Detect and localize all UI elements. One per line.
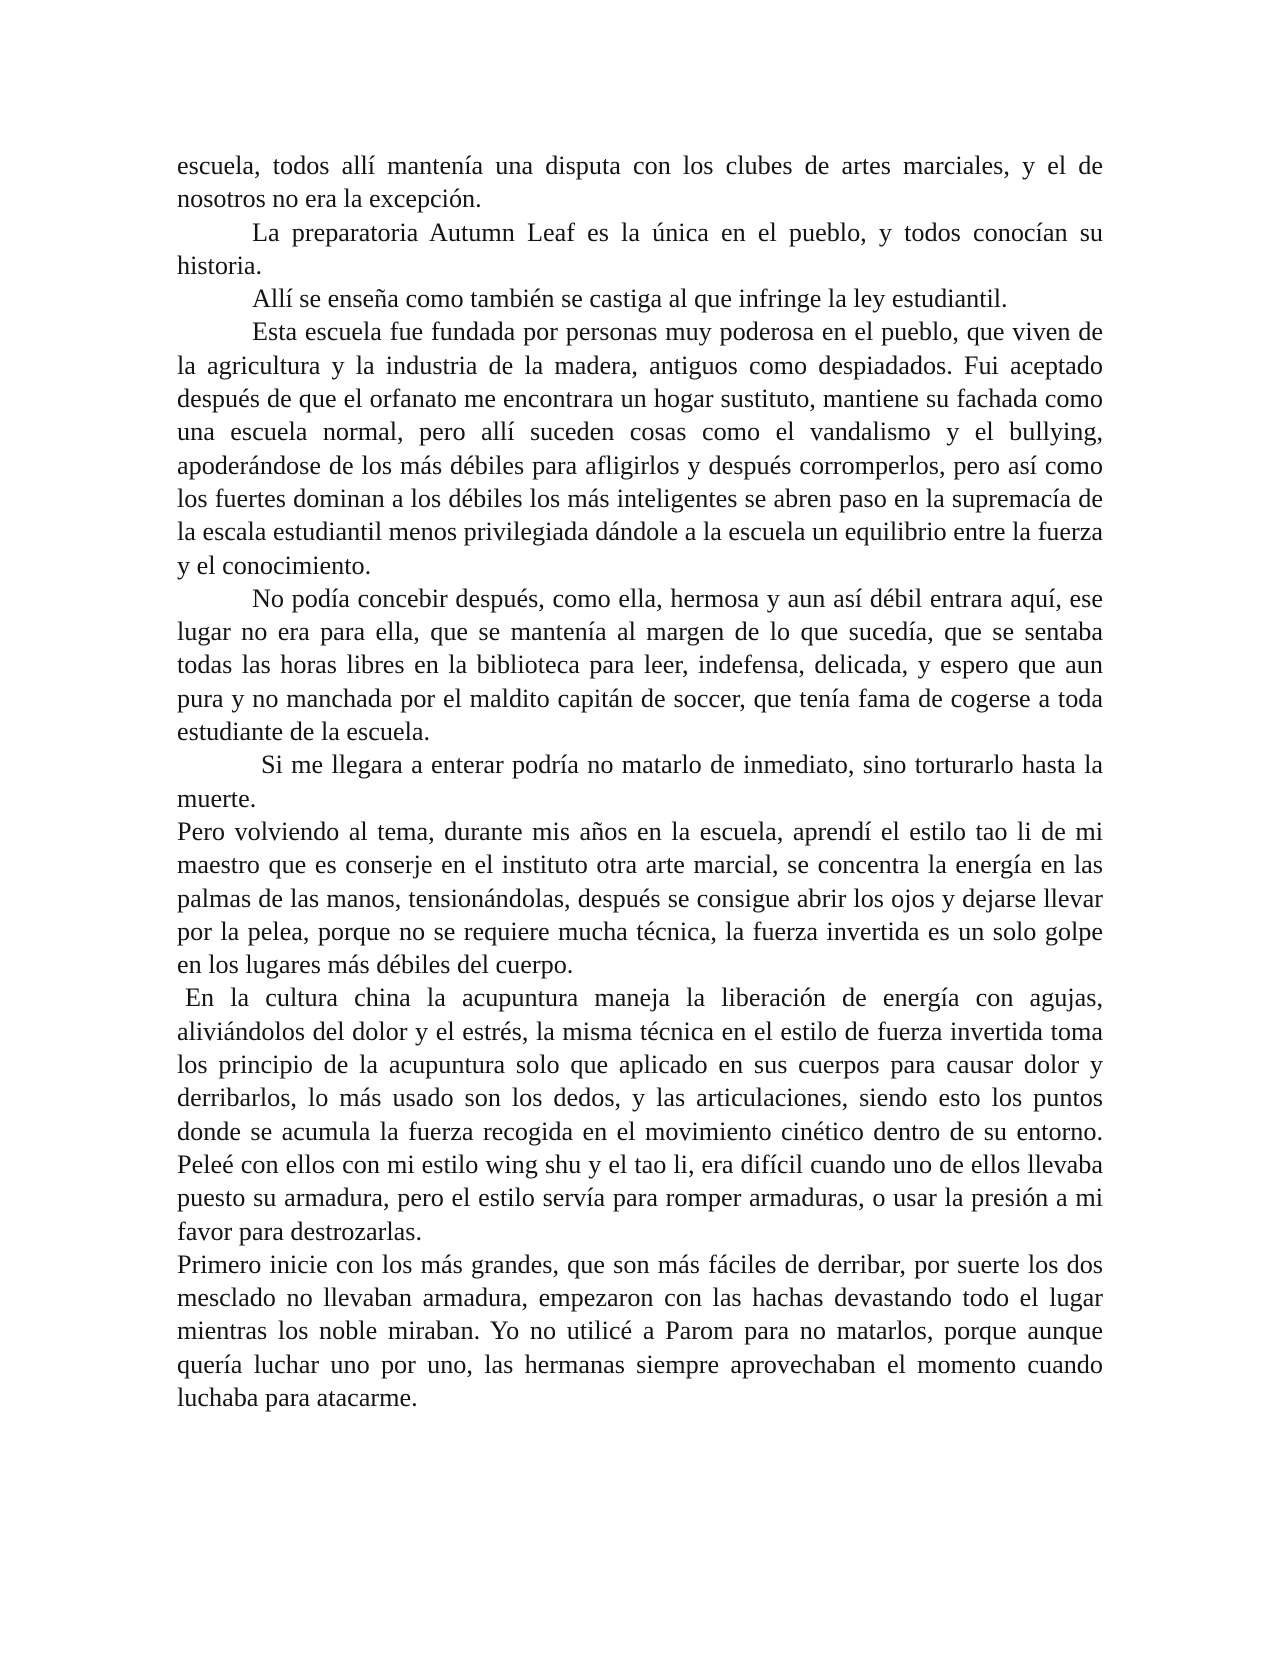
paragraph-8: En la cultura china la acupuntura maneja la liberación de energía con agujas, aliviándolos del dolor y el estrés, la misma técnica en el estilo de fuerza invertida toma los principio de la acupuntura solo que aplicado en sus cuerpos para causar dolor y derribarlos, lo más usado son los dedos, y las articulaciones, siendo esto los puntos donde se acumula la fuerza recogida en el movimiento cinético dentro de su entorno. Peleé con ellos con mi estilo wing shu y el tao li, era difícil cuando uno de ellos llevaba puesto su armadura, pero el estilo servía para romper armaduras, o usar la presión a mi favor para destrozarlas. [177,983,1103,1246]
paragraph-4: Esta escuela fue fundada por personas muy poderosa en el pueblo, que viven de la agricultura y la industria de la madera, antiguos como despiadados. Fui aceptado después de que el orfanato me encontrara un hogar sustituto, mantiene su fachada como una escuela normal, pero allí suceden cosas como el vandalismo y el bullying, apoderándose de los más débiles para afligirlos y después corromperlos, pero así como los fuertes dominan a los débiles los más inteligentes se abren paso en la supremacía de la escala estudiantil menos privilegiada dándole a la escuela un equilibrio entre la fuerza y el conocimiento. [177,317,1103,580]
paragraph-9: Primero inicie con los más grandes, que son más fáciles de derribar, por suerte los dos mesclado no llevaban armadura, empezaron con las hachas devastando todo el lugar mientras los noble miraban. Yo no utilicé a Parom para no matarlos, porque aunque quería luchar uno por uno, las hermanas siempre aprovechaban el momento cuando luchaba para atacarme. [177,1249,1103,1412]
body-text [177,149,1103,1414]
paragraph-2: La preparatoria Autumn Leaf es la única en el pueblo, y todos conocían su historia. [177,217,1103,280]
paragraph-6: Si me llegara a enterar podría no matarlo de inmediato, sino torturarlo hasta la muerte. [177,750,1103,813]
paragraph-1: escuela, todos allí mantenía una disputa con los clubes de artes marciales, y el de nosotros no era la excepción. [177,151,1103,214]
paragraph-3: Allí se enseña como también se castiga al que infringe la ley estudiantil. [252,284,1008,314]
paragraph-7: Pero volviendo al tema, durante mis años en la escuela, aprendí el estilo tao li de mi maestro que es conserje en el instituto otra arte marcial, se concentra la energía en las palmas de las manos, tensionándolas, después se consigue abrir los ojos y dejarse llevar por la pelea, porque no se requiere mucha técnica, la fuerza invertida es un solo golpe en los lugares más débiles del cuerpo. [177,816,1103,980]
paragraph-5: No podía concebir después, como ella, hermosa y aun así débil entrara aquí, ese lugar no era para ella, que se mantenía al margen de lo que sucedía, que se sentaba todas las horas libres en la biblioteca para leer, indefensa, delicada, y espero que aun pura y no manchada por el maldito capitán de soccer, que tenía fama de cogerse a toda estudiante de la escuela. [177,583,1103,747]
